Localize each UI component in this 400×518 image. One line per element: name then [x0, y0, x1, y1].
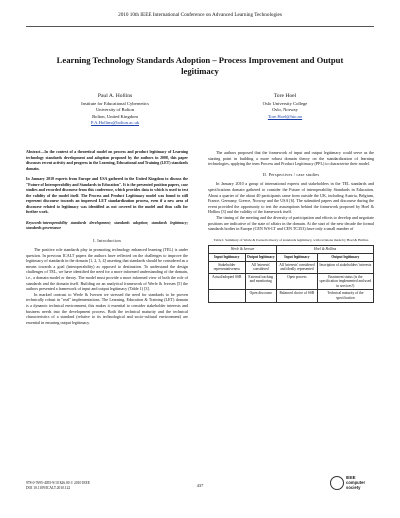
- table-group-header: Werle & Iversen: [209, 246, 277, 254]
- body-paragraph: The timing of the meeting and the diversity of participation and efforts to develop and negotiate positions are indicative of the state of affairs in the domain. At the start of the new decade the formal standards bodies in Europe (CEN WS-LT and CEN TC353) have only a small number of: [208, 214, 374, 232]
- author-affiliation: Oslo, Norway: [272, 107, 298, 113]
- abstract-continued: In January 2010 experts from Europe and USA gathered in the United Kingdom to discuss the "Future of Interoperability and Standards in Education". It is the presented position papers, case studies and recorded discourse from this conference, which provides data to which is used to test the validity of the model itself. The Process and Product Legitimacy model was found to still represent discourse towards an improved LET standardization process, even if a new area of discourse related to legitimacy was identified as not covered in the model and thus calls for further work.: [26, 177, 188, 214]
- author-affiliation: Bolton, United Kingdom: [92, 113, 138, 119]
- body-paragraph: In marked contrast to Werle & Iversen we stressed the need for standards to be proven technically robust in "real" implementations. The Learning, Education & Training (LET) domain is a dynamic technical environment, this makes it essential to consider stakeholder interests and business needs into the development process. Both the technical maturity and the technical characteristics of a standard (relative to its technological and socio-cultural environment) are essential in ensuring output legitimacy.: [26, 291, 188, 325]
- conference-header: 2010 10th IEEE International Conference on Advanced Learning Technologies: [118, 12, 282, 18]
- body-paragraph: In January 2010 a group of international experts and stakeholders in the TEL standards and specifications domain gathered to consider the Future of interoperability Standards in Education. About a quarter of the about 40 participants came from outside the UK, including Austria, Belgium, France, Germany, Greece, Norway and the USA [6]. The submitted papers and discourse during the event provided the opportunity to test the assumptions behind the framework proposed by Hoel & Hollins [3] and the validity of the framework itself.: [208, 181, 374, 215]
- table-cell: All 'interests' considered and ideally represented: [277, 261, 318, 273]
- table-row: [209, 273, 374, 290]
- table-cell: Stakeholder representativeness: [209, 261, 246, 273]
- author-name: Paul A. Hollins: [97, 93, 133, 99]
- table-cell: Inscription of stakeholders' interests: [317, 261, 373, 273]
- table-cell: [209, 290, 246, 302]
- table-cell: External tracking and monitoring: [245, 273, 277, 290]
- table-cell: Enactment status (is the specification implemented and used in services?): [317, 273, 373, 290]
- computer-society-logo: [330, 474, 378, 496]
- logo-line: society: [346, 484, 361, 490]
- header-rule: [26, 26, 374, 27]
- author-block: [55, 92, 175, 127]
- author-name: Tore Hoel: [273, 93, 297, 99]
- table-cell: Open discourse: [245, 290, 277, 302]
- logo-ring-icon: [330, 476, 344, 490]
- table-column-header: Output legitimacy: [245, 253, 277, 261]
- table-cell: Open process: [277, 273, 318, 290]
- author-affiliation: Oslo University College: [262, 101, 308, 106]
- right-column: [208, 150, 374, 303]
- table-column-header: Input legitimacy: [209, 253, 246, 261]
- footer-isbn: 978-0-7695-4055-9/10 $26.00 © 2010 IEEE: [26, 481, 90, 485]
- logo-line: IEEE: [346, 475, 356, 480]
- section-heading: II. Perspectives / case studies: [262, 171, 320, 177]
- logo-text: [346, 476, 365, 490]
- author-email-link[interactable]: P.A.Hollins@bolton.ac.uk: [90, 120, 140, 126]
- author-affiliation: University of Bolton: [95, 107, 135, 113]
- table-column-header: Input legitimacy: [277, 253, 318, 261]
- keywords: Keywords-interoperability standards development; standards adoption; standards legitimacy; standards governance: [26, 220, 188, 230]
- table-cell: Technical maturity of the specification: [317, 290, 373, 302]
- left-column: [26, 150, 188, 325]
- table-cell: Balanced choice of SSB: [277, 290, 318, 302]
- table-row: [209, 261, 374, 273]
- footer-doi: DOI 10.1109/ICALT.2010.122: [26, 486, 71, 490]
- body-paragraph: The authors proposed that the framework of input and output legitimacy could serve as the starting point in building a more robust domain theory on the standardization of learning technologies, applying the term Process and Product Legitimacy (PPL) to characterise their model.: [208, 150, 374, 167]
- table-cell: All 'interests' considered: [245, 261, 277, 273]
- table-column-header: Output legitimacy: [317, 253, 373, 261]
- paper-title: Learning Technology Standards Adoption – Process Improvement and Output legitimacy: [56, 55, 344, 76]
- body-paragraph: The positive role standards play in promoting technology enhanced learning (TEL) is under question. In previous ICALT papers the authors have reflected on the challenges to improve the legitimacy of standards in the domain [1, 2, 3, 4] asserting that standards should be considered as a means towards a goal (interoperability) as opposed to destination. To understand the design challenges of TEL, we have identified the need for a more informed understanding of the domain, i.e., a domain model or theory. The model must provide a more informed view of both the role of standards and the domain itself. Building on an analytical framework of Werle & Iversen [5] the authors presented a framework of input and output legitimacy (Table 1) [3].: [26, 247, 188, 292]
- author-block: [225, 92, 345, 120]
- table-group-header: Hoel & Hollins: [277, 246, 374, 254]
- page-number: 437: [196, 483, 204, 488]
- table-row: [209, 290, 374, 302]
- table-caption: Table I. Summary of Werle & Iversen's theory of standards legitimacy, with revisions made by Hoel & Hollins: [213, 237, 369, 242]
- legitimacy-table: [208, 245, 374, 302]
- abstract: Abstract—In the context of a theoretical model on process and product legitimacy of Learning technology standards development and adoption proposed by the authors in 2008, this paper discusses recent activity and progress in the Learning, Educational and Training (LET) standards domain.: [26, 150, 188, 171]
- table-cell: Actual/adopted SSB: [209, 273, 246, 290]
- logo-line: computer: [346, 479, 366, 485]
- author-email-link[interactable]: Tore.Hoel@hio.no: [267, 113, 303, 119]
- author-affiliation: Institute for Educational Cybernetics: [81, 101, 149, 106]
- section-heading: I. Introduction: [93, 237, 121, 243]
